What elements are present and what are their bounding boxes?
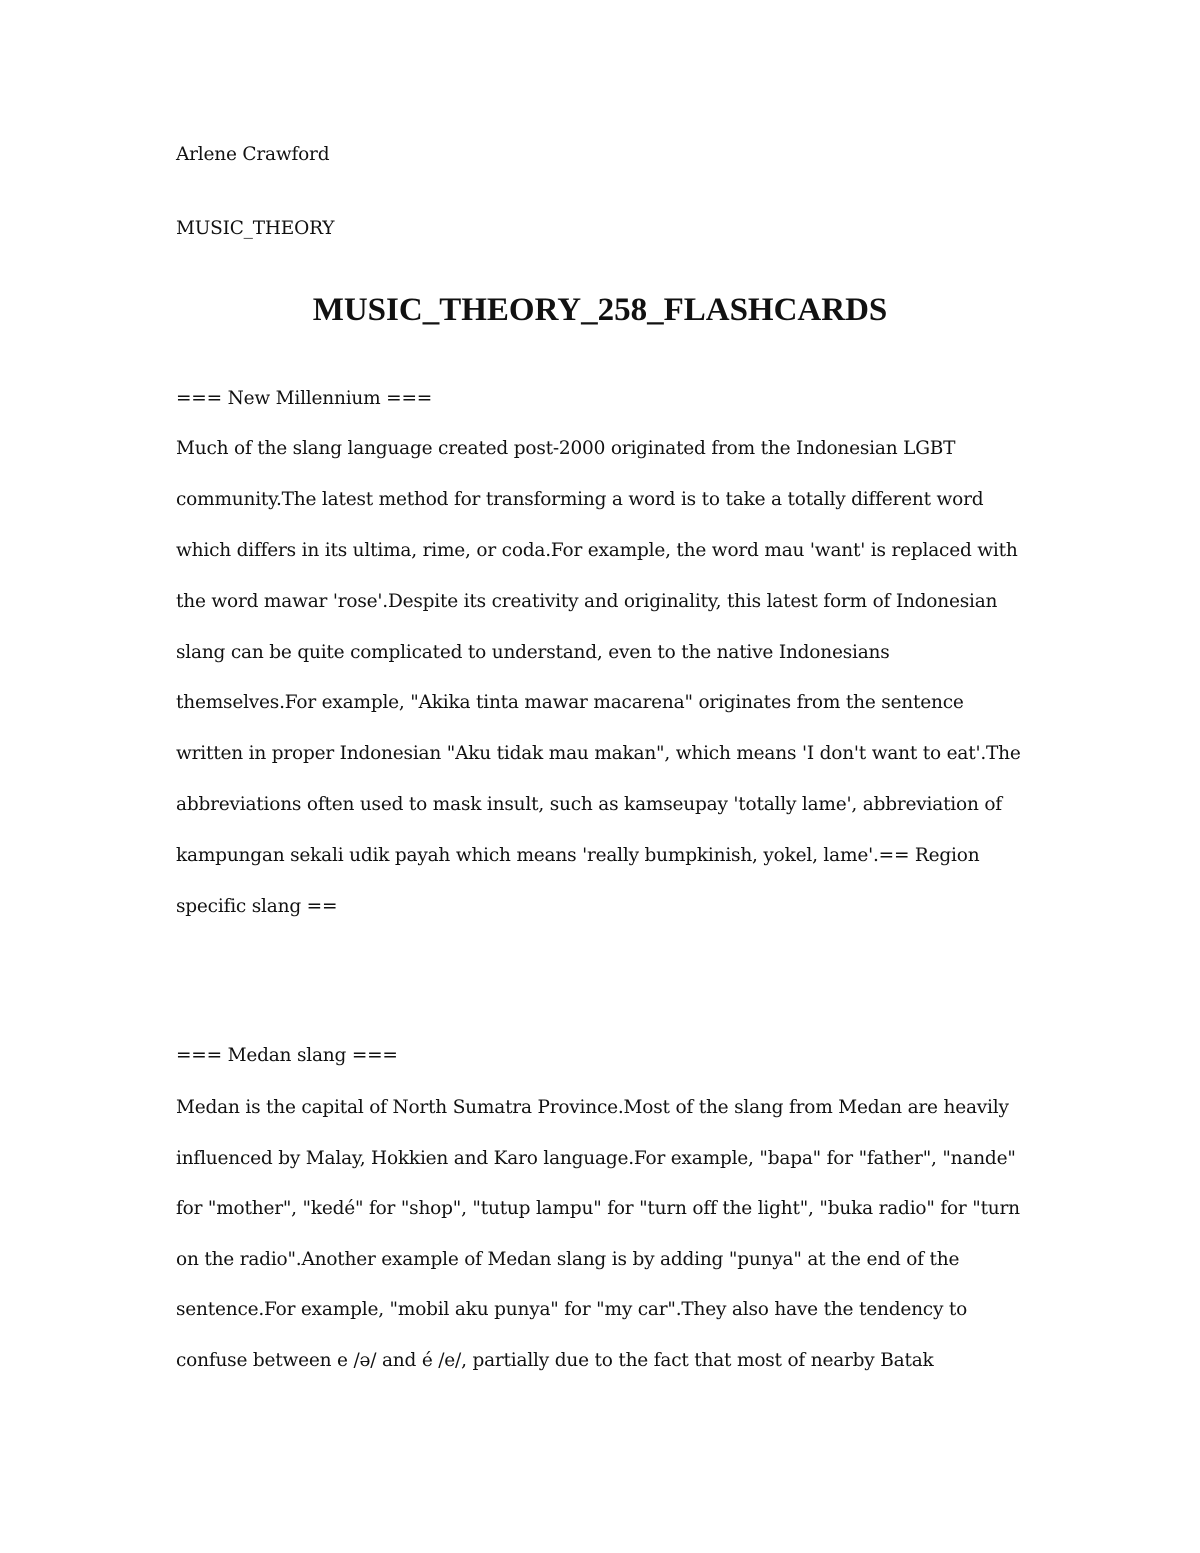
section-heading-medan-slang: === Medan slang ===	[176, 1045, 398, 1066]
paragraph-line: written in proper Indonesian "Aku tidak mau makan", which means 'I don't want to eat'.The	[176, 743, 1021, 764]
paragraph-line: abbreviations often used to mask insult, such as kamseupay 'totally lame', abbreviation of	[176, 794, 1002, 815]
paragraph-line: the word mawar 'rose'.Despite its creativity and originality, this latest form of Indonesian	[176, 591, 998, 612]
paragraph-line: for "mother", "kedé" for "shop", "tutup lampu" for "turn off the light", "buka radio" for "turn	[176, 1198, 1020, 1219]
paragraph-line: themselves.For example, "Akika tinta mawar macarena" originates from the sentence	[176, 692, 964, 713]
paragraph-line: influenced by Malay, Hokkien and Karo language.For example, "bapa" for "father", "nande"	[176, 1148, 1016, 1169]
paragraph-line: specific slang ==	[176, 896, 338, 917]
paragraph-line: which differs in its ultima, rime, or coda.For example, the word mau 'want' is replaced with	[176, 540, 1018, 561]
paragraph-line: community.The latest method for transforming a word is to take a totally different word	[176, 489, 984, 510]
section-heading-new-millennium: === New Millennium ===	[176, 388, 433, 409]
paragraph-line: kampungan sekali udik payah which means 'really bumpkinish, yokel, lame'.== Region	[176, 845, 980, 866]
paragraph-line: confuse between e /ə/ and é /e/, partially due to the fact that most of nearby Batak	[176, 1350, 934, 1371]
paragraph-line: Much of the slang language created post-2000 originated from the Indonesian LGBT	[176, 438, 956, 459]
paragraph-line: slang can be quite complicated to understand, even to the native Indonesians	[176, 642, 890, 663]
paragraph-line: Medan is the capital of North Sumatra Province.Most of the slang from Medan are heavily	[176, 1097, 1009, 1118]
document-title: MUSIC_THEORY_258_FLASHCARDS	[312, 292, 888, 328]
paragraph-line: on the radio".Another example of Medan slang is by adding "punya" at the end of the	[176, 1249, 960, 1270]
paragraph-line: sentence.For example, "mobil aku punya" for "my car".They also have the tendency to	[176, 1299, 968, 1320]
author-name: Arlene Crawford	[176, 144, 330, 165]
course-name: MUSIC_THEORY	[176, 218, 335, 239]
